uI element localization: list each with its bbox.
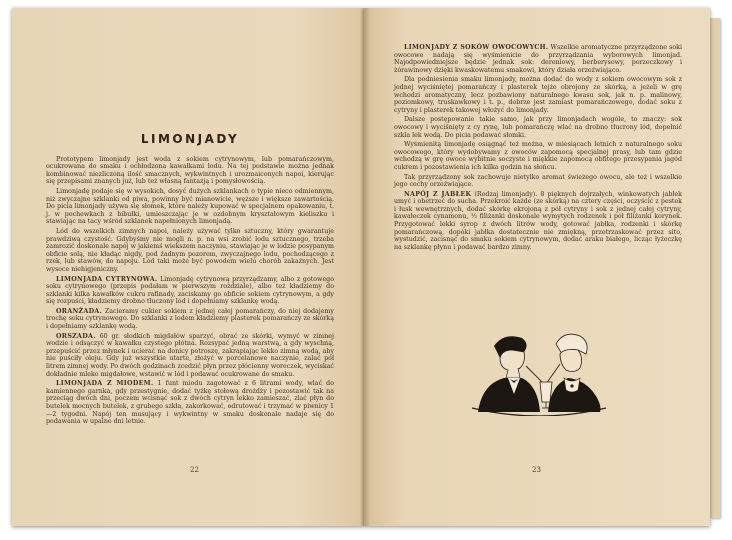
paragraph-text: Limonjadę podaje się w wysokich, dosyć dużych szklankach o typie nieco odmiennym, niż zwyczajne szklanki od piwa, powinny być mianowicie, węższe i większe zawartością. Do picia limonjady używa się słomek, które należy kupować w specjalnem opakowaniu, t. j. w pochewkach z bibułki, umieszczając je w ozdobnym kryształowym kieliszku i stawiając na tacy wśród szklanek napełnionych limonjadą.: [46, 187, 334, 226]
left-page: [12, 8, 364, 526]
paragraph: [46, 228, 334, 274]
recipe-heading: ORANŻADA.: [56, 307, 103, 315]
recipe-paragraph: [394, 44, 682, 74]
paragraph: [46, 188, 334, 226]
paragraph: [46, 156, 334, 186]
paragraph-text: Dalsze postępowanie takie samo, jak przy limonjadach wogóle, to znaczy: sok owocowy i wyciśnięty z cy rynę, lub pomarańczę wlać na drobno tłucrony lód, dopełnić szkla lek wodą. Do picia podawać słomki.: [394, 116, 682, 139]
recipe-paragraph: [46, 308, 334, 331]
paragraph: [394, 141, 682, 171]
left-page-content: [46, 8, 334, 526]
paragraph-text: Dla podniesienia smaku limonjady, można dodać do wody z sokiem owocowym sok z jednej wyciśniętej pomarańczy i plasterek tejże obrojony ze skórką, a jeżeli w grę wchodzi aromatyczny, lecz pozbawiony naturalnego kwasu sok, jak n. p. malinowy, poziomkowy, truskawkowy i t. p., dobrze jest zamiast pomarańczowego, dodać soku z cytryny i plasterek takowej włożyć do limonjady.: [394, 76, 682, 114]
paragraph: [394, 76, 682, 114]
recipe-text: (Rodzaj limonjady). 8 pięknych dojrzałych, winkowatych jabłek umyć i obetrzeć do sucha. Przekroić każde (ze skórką) na cztery części, oczyścić z pestek i łusk wewnętrznych, dodać skórkę ekrojoną z pół cytryny i sok z jednej całej cytryny, kawałeczek cynamonu, ½ filiżanki doskonale wymytych rodzenek i pół filiżanki korynek. Przygotować lekki syrop z dwóch litrów wody, gotować jabłka, rodzenki i skórkę pomarańczową, dopóki jabłka dostatecznie nie zmiękną, przetrzaskować przez sito, wystudzić, zacisnąć do smaku sokiem cytrynowym, dodać araku białego, licząc łyżeczkę na szklankę płynu i podawać bardzo zimny.: [394, 190, 682, 251]
paragraph: [394, 116, 682, 139]
woman-face: [560, 350, 582, 372]
couple-drinking-illustration: [464, 328, 614, 416]
recipe-text: 60 gr. słodkich migdałów sparzyć, obrać ze skórki, wymyć w zimnej wodzie i odsączyć w kawałku czystego płótna. Rozsypać jedną warstwą, a gdy wyschną, przepuścić przez młynek i ucierać na donicy potroszę, zakrapiając lekko zimną wodą, aby nie puściły oleju. Gdy już wszystkie utarte, złożyć w porcelanowe naczynie, zalać pół litrem zimnej wody. Po dwóch godzinach zcedzić płyn przez płócienny woreczek, wyciskać dokładnie mleko migdałowe, wstawić w lód i podawać ocukrowane do smaku.: [46, 332, 334, 378]
paragraph-text: Wyśmienitą limonjadę osiągnąć też można, w miesiącach letnich z naturalnego soku owocowego, który wydobywamy z owoców zapomocą specjalnej prasy, lub tam gdzie wchodzą w grę owoce wybitnie soczyste i miękkie zapomocą obfitego przesypania jagód cukrem i pozostawienia ich kilka godzin na słońcu.: [394, 141, 682, 171]
recipe-text: 1 funt miodu zagotować z 6 litrami wody, wlać do kamiennego garnka, gdy przestygnie, dodać tyżkę stołową drożdży i pozostawić tak na przeciąg dwóch dni, poczem wcisnąć sok z dwóch cytryn lekko zamieszać, zlać płyn do butelek mocnych butelek, z grubego szkła, zakorkować, odrutować i trzymać w piwnicy 1—2 tygodni. Napój ten musujący i wykwintny w smaku doskonale nadaje się do podawania w upalne dni letnie.: [46, 380, 334, 426]
straw-line: [526, 366, 544, 384]
recipe-heading: ORSZADA.: [56, 332, 96, 340]
recipe-heading: LIMONJADA Z MIODEM.: [56, 380, 154, 388]
paragraph: [394, 174, 682, 189]
paragraph-text: Lód do wszelkich zimnych napoi, należy używać tylko sztuczny, który gwarantuje prawdziwą czystość. Gdybyśmy nie mogli n. p. na wsi zrobić lodu sztucznego, trzeba zamrozić doskonale napój w jakiemś wiekszem naczyniu, stawiając je w lodzie posypanym obficie solą, nie kładąc nigdy, pod żadnym pozorem, zwyczajnego lodu, pochodzącego z rzek, lub stawów, do napoju. Lód taki może być powodem wielu chorób zakaźnych. Jest wysoce niehigjeniczny.: [46, 227, 334, 273]
page-number-right: 23: [532, 466, 541, 474]
paragraph-text: Tak przyrządzony sok zachowuje nietylko aromat świeżego owocu, ale też i wszelkie jego cechy orzeźwiające.: [394, 173, 682, 189]
right-page-content: [394, 8, 682, 526]
recipe-text: Wszelkie aromatyczne przyrządzone soki owocowe nadają się wyśmienicie do przyrządzania wyborowych limonjad. Najodpowiedniejsze będzie jednak sok: dereniowy, berberysowy, porzeczkowy i żórawinowy dzięki kwaskowatemu smakowi, który działa orzeźwiająco.: [394, 44, 682, 74]
booklet-back-cover-edge: [710, 18, 720, 518]
open-booklet: [12, 8, 718, 526]
recipe-text: Zacieramy cukier sokiem z jednej całej pomarańczy, do niej dodajemy trochę soku cytrynowego. Do szklanki z lodem kładziemy plasterek pomarańczy ze skórką i dopełniamy szklankę wodą.: [46, 307, 334, 331]
recipe-paragraph: [46, 333, 334, 379]
recipe-paragraph: [46, 380, 334, 426]
recipe-heading: NAPÓJ Z JABŁEK: [404, 190, 472, 198]
recipe-heading: LIMONJADY Z SOKÓW OWOCOWYCH.: [404, 44, 549, 51]
page-number-left: 22: [190, 466, 199, 474]
recipe-text: Limonjadę cytrynową przyrządzamy, albo z gotowego soku cytrynowego (przepis podałam w pierwszym rozdziale), albo też kładziemy do szklanki kilka kawałków cukru rafinady, zaciskamy go obficie sokiem cytrynowym, a gdy się rozpuści, kładziemy drobno tłuczony lód i dopełniamy szklankę wodą.: [46, 275, 334, 306]
man-suit: [478, 378, 540, 412]
book-gutter: [360, 8, 370, 526]
recipe-paragraph: [46, 276, 334, 306]
right-page: [364, 8, 710, 526]
recipe-heading: LIMONJADA CYTRYNOWA.: [56, 275, 158, 283]
page-title: LIMONJADY: [140, 132, 240, 146]
paragraph-text: Prototypem limonjady jest woda z sokiem cytrynowym, lub pomarańczowym, ocukrowana do smaku i ochłodzona kawałkami lodu. Na tej podstawie można jednak kombinować niezliczoną ilość smacznych, wykwintnych i urozmaiconych napoi, kierując się przepisami znanych już, lub też własną fantazją i pomysłowością.: [46, 155, 334, 186]
recipe-paragraph: [394, 191, 682, 252]
straw-line: [546, 364, 560, 384]
glass-icon: [540, 382, 552, 402]
man-face: [500, 350, 525, 371]
